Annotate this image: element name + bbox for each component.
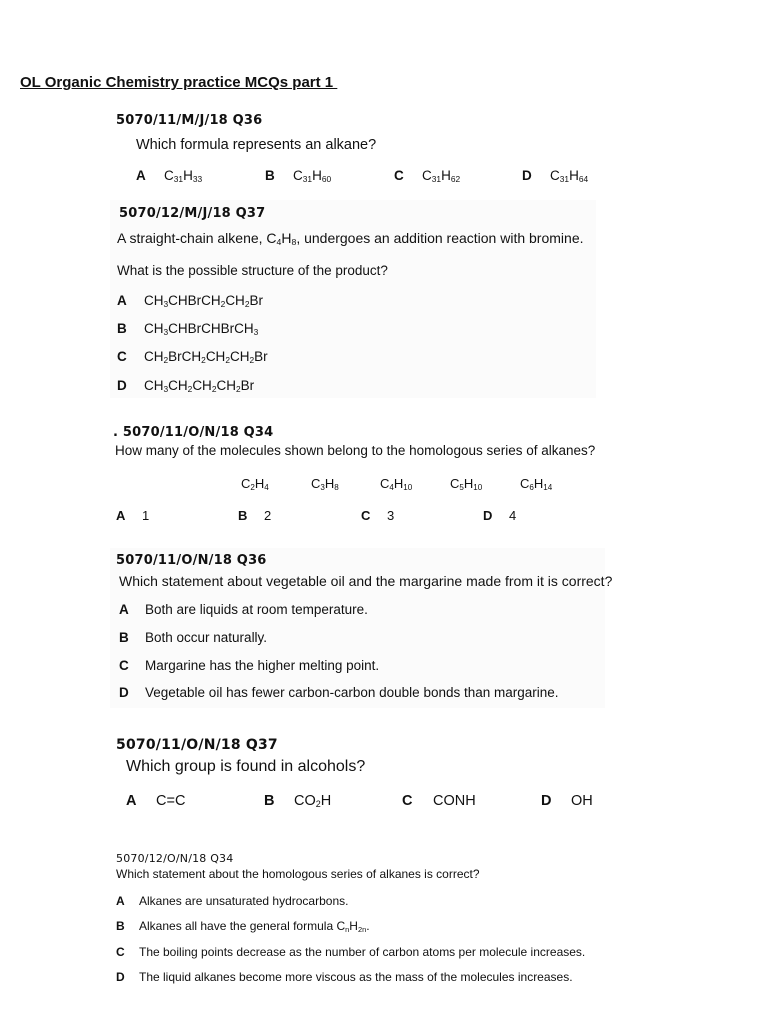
question-4-background [110, 548, 605, 708]
option-d: D $C_{31}H_{64}$ [522, 168, 589, 185]
question-code: . 5070/11/O/N/18 Q34 [113, 425, 274, 440]
option-d: D The liquid alkanes become more viscous as the mass of the molecules increases. [116, 970, 573, 984]
question-code: 5070/12/O/N/18 Q34 [116, 852, 234, 865]
question-text: How many of the molecules shown belong to the homologous series of alkanes? [115, 443, 596, 458]
molecule-5: $C_6H_{14}$ [520, 476, 553, 492]
option-b: B $CH_3CHBrCHBrCH_3$ [117, 321, 259, 338]
question-code: 5070/11/O/N/18 Q37 [116, 737, 278, 753]
molecule-2: $C_3H_8$ [311, 476, 339, 492]
option-d: D 4 [483, 508, 517, 523]
question-text: Which statement about vegetable oil and the margarine made from it is correct? [119, 573, 613, 589]
option-c: C The boiling points decrease as the number of carbon atoms per molecule increases. [116, 945, 586, 959]
option-b: B 2 [238, 508, 272, 523]
option-formula: $CH_2BrCH_2CH_2CH_2Br$ [144, 349, 268, 366]
option-formula: $C_{31}H_{60}$ [293, 168, 332, 185]
question-code: 5070/11/M/J/18 Q36 [116, 113, 263, 128]
option-b: B Alkanes all have the general formula $C_nH_{2n}$. [116, 919, 370, 934]
molecule-3: $C_4H_{10}$ [380, 476, 413, 492]
option-c: C $C_{31}H_{62}$ [394, 168, 461, 185]
question-text: A straight-chain alkene, $C_4H_8$, undergoes an addition reaction with bromine. [117, 230, 584, 248]
molecule-4: $C_5H_{10}$ [450, 476, 483, 492]
option-a: A Alkanes are unsaturated hydrocarbons. [116, 894, 349, 908]
option-b: B $CO_2H$ [264, 793, 332, 810]
question-text: Which formula represents an alkane? [136, 137, 377, 153]
page-title: OL Organic Chemistry practice MCQs part 1 [20, 74, 338, 91]
option-d: D $CH_3CH_2CH_2CH_2Br$ [117, 378, 255, 395]
question-text: Which statement about the homologous series of alkanes is correct? [116, 867, 480, 881]
option-c: C 3 [361, 508, 395, 523]
option-formula: $CH_3CH_2CH_2CH_2Br$ [144, 378, 255, 395]
question-code: 5070/12/M/J/18 Q37 [119, 206, 266, 221]
option-a: A 1 [116, 508, 150, 523]
question-code: 5070/11/O/N/18 Q36 [116, 553, 267, 568]
question-prompt: What is the possible structure of the product? [117, 263, 388, 278]
option-a: A C=C [126, 793, 186, 809]
option-a: A $CH_3CHBrCH_2CH_2Br$ [117, 293, 263, 310]
option-b: B $C_{31}H_{60}$ [265, 168, 332, 185]
option-c: C CONH [402, 793, 476, 809]
option-b: B Both occur naturally. [119, 630, 268, 645]
molecule-1: $C_2H_4$ [241, 476, 269, 492]
option-c: C $CH_2BrCH_2CH_2CH_2Br$ [117, 349, 268, 366]
option-a: A Both are liquids at room temperature. [119, 602, 368, 617]
option-c: C Margarine has the higher melting point. [119, 658, 380, 673]
option-formula: $C_{31}H_{33}$ [164, 168, 203, 185]
option-formula: $CH_3CHBrCHBrCH_3$ [144, 321, 259, 338]
option-formula: $C_{31}H_{62}$ [422, 168, 461, 185]
option-d: D Vegetable oil has fewer carbon-carbon double bonds than margarine. [119, 685, 559, 700]
option-formula: $CH_3CHBrCH_2CH_2Br$ [144, 293, 263, 310]
option-formula: $C_{31}H_{64}$ [550, 168, 589, 185]
option-d: D OH [541, 793, 593, 809]
option-a: A $C_{31}H_{33}$ [136, 168, 203, 185]
question-text: Which group is found in alcohols? [126, 758, 366, 775]
